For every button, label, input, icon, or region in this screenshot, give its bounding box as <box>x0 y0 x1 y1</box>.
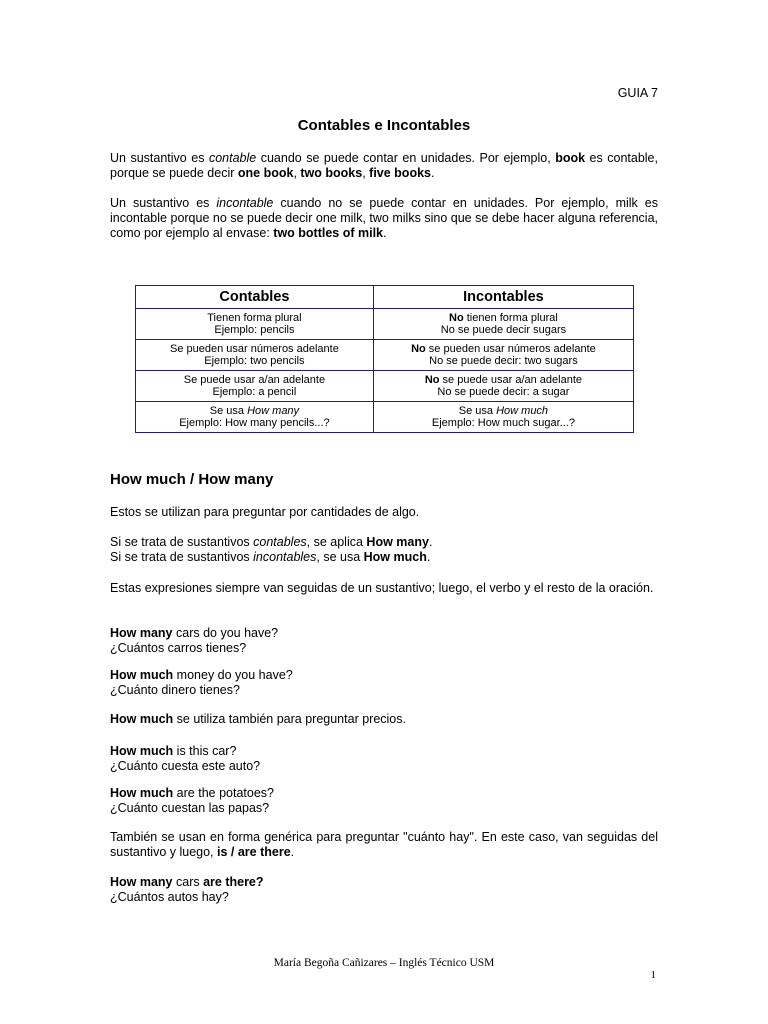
table-row <box>136 402 634 433</box>
table-cell: Se puede usar a/an adelante Ejemplo: a pencil <box>136 371 374 402</box>
guide-label: GUIA 7 <box>617 86 658 100</box>
intro-paragraph-uncountable: Un sustantivo es incontable cuando no se puede contar en unidades. Por ejemplo, milk es incontable porque no se puede decir one milk, two milks sino que se debe hacer alguna referencia, como por ejemplo al envase: two bottles of milk. <box>110 196 658 240</box>
example-how-much-money: How much money do you have? ¿Cuánto dinero tienes? <box>110 668 293 697</box>
section-intro: Estos se utilizan para preguntar por cantidades de algo. <box>110 505 420 519</box>
header-contables: Contables <box>136 286 374 309</box>
table-cell: No tienen forma plural No se puede decir sugars <box>373 309 633 340</box>
section-heading: How much / How many <box>110 471 274 488</box>
table-cell: No se pueden usar números adelante No se puede decir: two sugars <box>373 340 633 371</box>
rule-contables: Si se trata de sustantivos contables, se aplica How many. <box>110 535 433 549</box>
page-number: 1 <box>650 969 656 981</box>
header-incontables: Incontables <box>373 286 633 309</box>
generic-usage-note: También se usan en forma genérica para preguntar "cuánto hay". En este caso, van seguidas del sustantivo y luego, is / are there. <box>110 830 658 859</box>
intro-paragraph-countable: Un sustantivo es contable cuando se puede contar en unidades. Por ejemplo, book es contable, porque se puede decir one book, two books, five books. <box>110 151 658 180</box>
expression-note: Estas expresiones siempre van seguidas de un sustantivo; luego, el verbo y el resto de la oración. <box>110 581 654 595</box>
table-cell: Se usa How much Ejemplo: How much sugar...? <box>373 402 633 433</box>
table-cell: No se puede usar a/an adelante No se puede decir: a sugar <box>373 371 633 402</box>
table-cell: Se pueden usar números adelante Ejemplo: two pencils <box>136 340 374 371</box>
table-cell: Se usa How many Ejemplo: How many pencils...? <box>136 402 374 433</box>
table-row <box>136 371 634 402</box>
table-row <box>136 309 634 340</box>
page-title: Contables e Incontables <box>297 117 471 134</box>
table-row <box>136 340 634 371</box>
price-note: How much se utiliza también para preguntar precios. <box>110 712 406 726</box>
example-this-car: How much is this car? ¿Cuánto cuesta este auto? <box>110 744 261 773</box>
comparison-table <box>135 285 634 433</box>
table-cell: Tienen forma plural Ejemplo: pencils <box>136 309 374 340</box>
example-how-many-cars: How many cars do you have? ¿Cuántos carros tienes? <box>110 626 279 655</box>
rule-incontables: Si se trata de sustantivos incontables, se usa How much. <box>110 550 431 564</box>
table-header-row <box>136 286 634 309</box>
example-are-there: How many cars are there? ¿Cuántos autos hay? <box>110 875 264 904</box>
footer-author: María Begoña Cañizares – Inglés Técnico USM <box>273 957 495 969</box>
example-potatoes: How much are the potatoes? ¿Cuánto cuestan las papas? <box>110 786 274 815</box>
